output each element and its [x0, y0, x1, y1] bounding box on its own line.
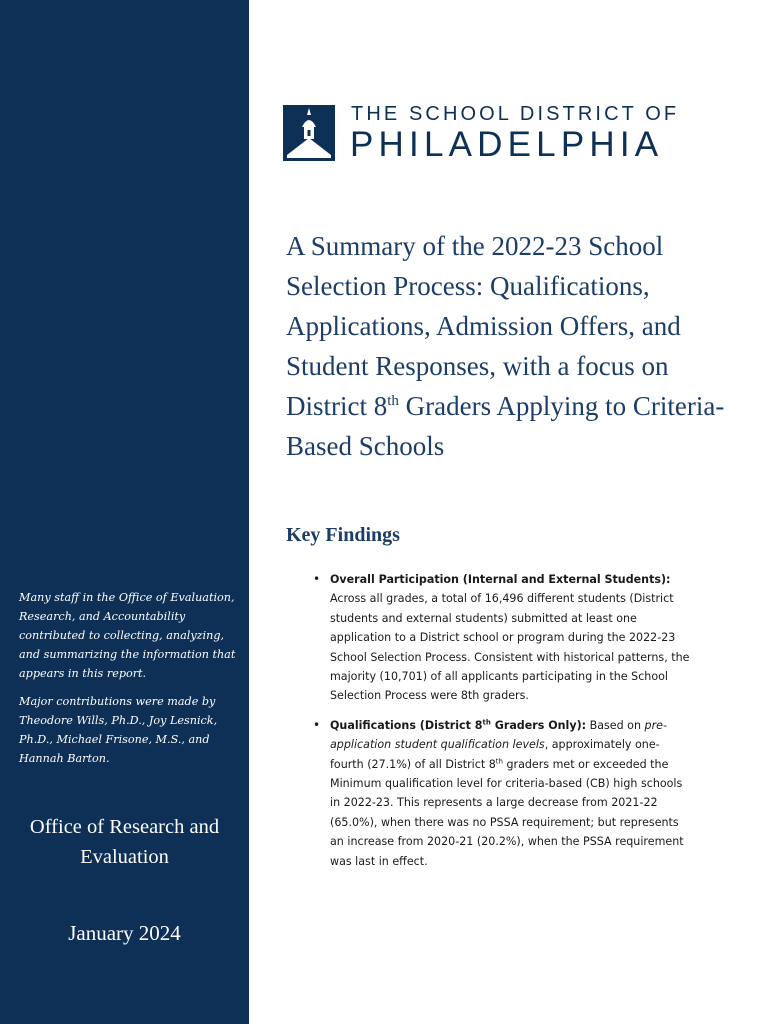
title-superscript: th — [387, 393, 399, 409]
building-cupola-icon — [283, 105, 335, 161]
finding-label: Overall Participation (Internal and External Students): — [330, 573, 671, 586]
finding-label — [330, 719, 586, 732]
credits-paragraph-2: Major contributions were made by Theodore Wills, Ph.D., Joy Lesnick, Ph.D., Michael Frisone, M.S., and Hannah Barton. — [19, 695, 218, 765]
credits-paragraph-1: Many staff in the Office of Evaluation, Research, and Accountability contributed to collecting, analyzing, and summarizing the information that appears in this report. — [19, 591, 236, 680]
logo-line-1: THE SCHOOL DISTRICT OF — [351, 103, 680, 125]
finding-label-superscript: th — [482, 718, 491, 727]
bullet-icon: • — [313, 717, 321, 732]
office-name-line-1: Office of Research and — [29, 816, 220, 838]
report-date: January 2024 — [68, 921, 181, 945]
finding-item — [313, 570, 693, 706]
logo-line-2: PHILADELPHIA — [350, 125, 664, 164]
office-name — [0, 812, 249, 872]
finding-text: Across all grades, a total of 16,496 different students (District students and external students) submitted at least one application to a District school or program during the 2022-23 School Selection Process. Consistent with historical patterns, the majority (10,701) of all applicants participating in the School Selection Process were 8th graders. — [330, 592, 690, 703]
finding-superscript: th — [495, 756, 503, 765]
district-logo — [283, 103, 703, 163]
finding-text-2: , approximately one-fourth (27.1%) of all District 8 — [330, 738, 660, 771]
title-text-end: Graders Applying to Criteria-Based Schools — [286, 391, 725, 461]
finding-italic-text: pre-application student qualification levels — [330, 718, 667, 752]
sidebar-panel — [0, 0, 249, 1024]
finding-item — [313, 716, 693, 871]
finding-text-3: graders met or exceeded the Minimum qualification level for criteria-based (CB) high schools in 2022-23. This represents a large decrease from 2021-22 (65.0%), when there was no PSSA requirement; but represents an increase from 2020-21 (20.2%), when the PSSA requirement was last in effect. — [330, 757, 684, 868]
staff-credits — [19, 588, 241, 777]
key-findings-heading: Key Findings — [286, 524, 400, 546]
finding-label-end: Graders Only): — [490, 718, 587, 732]
office-name-line-2: Evaluation — [80, 846, 169, 868]
finding-text-1: Based on — [586, 718, 645, 732]
key-findings-list — [313, 570, 693, 881]
bullet-icon: • — [313, 572, 321, 586]
finding-label-start: Qualifications (District 8 — [330, 718, 483, 732]
report-title — [286, 226, 756, 466]
title-text: A Summary of the 2022-23 School Selection Process: Qualifications, Applications, Admission Offers, and Student Responses, with a focus on District 8 — [286, 231, 681, 421]
